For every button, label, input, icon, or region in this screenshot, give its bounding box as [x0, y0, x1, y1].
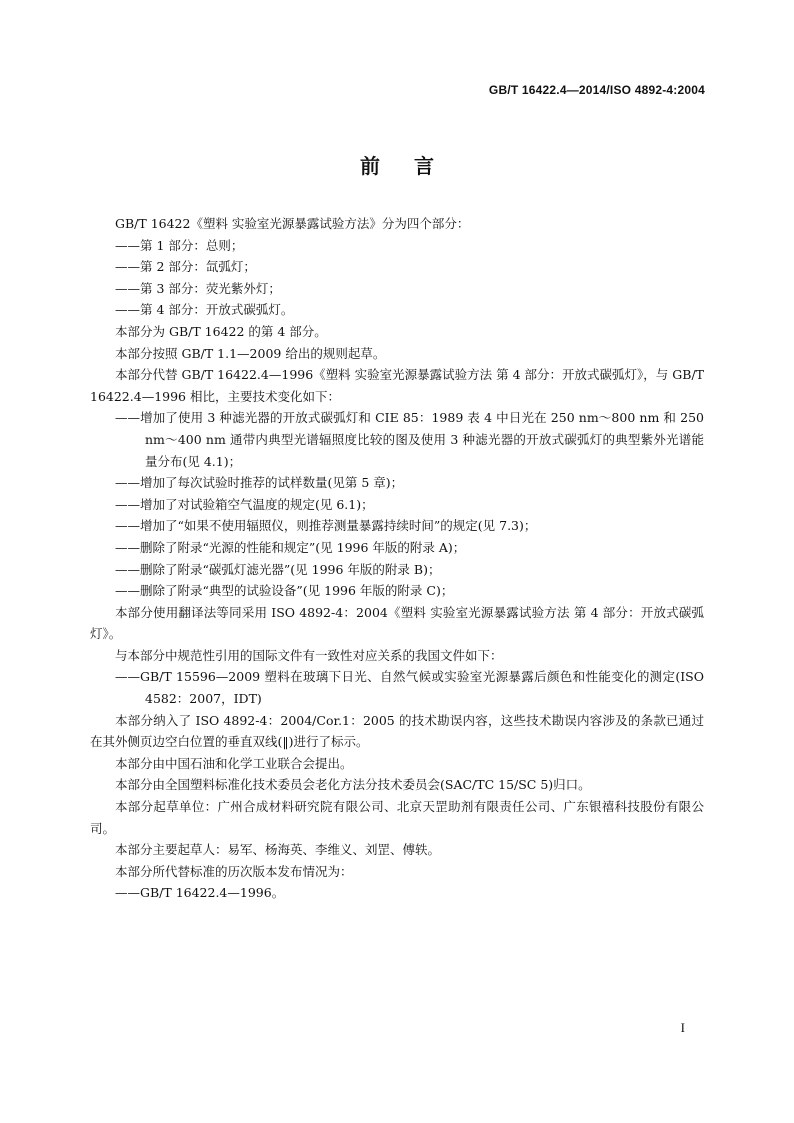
paragraph: 本部分起草单位：广州合成材料研究院有限公司、北京天罡助剂有限责任公司、广东银禧科技股份有限公司。: [90, 799, 704, 836]
paragraph: 本部分由全国塑料标准化技术委员会老化方法分技术委员会(SAC/TC 15/SC 5)归口。: [115, 777, 591, 793]
paragraph: 本部分主要起草人：易军、杨海英、李维义、刘罡、傅轶。: [115, 842, 441, 858]
list-item: ——增加了“如果不使用辐照仪，则推荐测量暴露持续时间”的规定(见 7.3)；: [115, 518, 537, 534]
list-item: ——第 3 部分：荧光紫外灯；: [115, 280, 281, 296]
list-item: ——增加了对试验箱空气温度的规定(见 6.1)；: [115, 496, 374, 512]
list-item: ——删除了附录“光源的性能和规定”(见 1996 年版的附录 A)；: [115, 539, 466, 555]
list-item: ——第 1 部分：总则；: [115, 237, 244, 253]
paragraph: 本部分按照 GB/T 1.1—2009 给出的规则起草。: [115, 345, 386, 361]
paragraph: 本部分代替 GB/T 16422.4—1996《塑料 实验室光源暴露试验方法 第 4 部分：开放式碳弧灯》，与 GB/T 16422.4—1996 相比，主要技术变化如下：: [90, 367, 704, 404]
paragraph: GB/T 16422《塑料 实验室光源暴露试验方法》分为四个部分：: [115, 216, 470, 231]
list-item: ——GB/T 15596—2009 塑料在玻璃下日光、自然气候或实验室光源暴露后颜色和性能变化的测定(ISO 4582：2007，IDT): [115, 669, 704, 707]
paragraph: 本部分为 GB/T 16422 的第 4 部分。: [115, 323, 327, 339]
page-title: 前言: [360, 154, 468, 178]
paragraph: 与本部分中规范性引用的国际文件有一致性对应关系的我国文件如下：: [115, 647, 503, 663]
paragraph: 本部分由中国石油和化学工业联合会提出。: [115, 755, 353, 771]
standard-code-header: GB/T 16422.4—2014/ISO 4892-4:2004: [488, 83, 705, 97]
list-item: ——删除了附录“碳弧灯滤光器”(见 1996 年版的附录 B)；: [115, 561, 441, 577]
list-item: ——第 4 部分：开放式碳弧灯。: [115, 302, 294, 318]
list-item: ——GB/T 16422.4—1996。: [115, 885, 285, 901]
list-item: ——增加了使用 3 种滤光器的开放式碳弧灯和 CIE 85：1989 表 4 中日光在 250 nm～800 nm 和 250 nm～400 nm 通带内典型光谱辐照度比较的图及使用 3 种滤光器的开放式碳弧灯的典型紫外光谱能量分布(见 4.1)；: [115, 410, 704, 469]
list-item: ——删除了附录“典型的试验设备”(见 1996 年版的附录 C)；: [115, 583, 454, 599]
paragraph: 本部分使用翻译法等同采用 ISO 4892-4：2004《塑料 实验室光源暴露试验方法 第 4 部分：开放式碳弧灯》。: [90, 604, 704, 642]
list-item: ——增加了每次试验时推荐的试样数量(见第 5 章)；: [115, 475, 404, 491]
paragraph: 本部分所代替标准的历次版本发布情况为：: [115, 863, 353, 879]
list-item: ——第 2 部分：氙弧灯；: [115, 259, 256, 275]
page-number: I: [680, 1020, 685, 1035]
foreword-body: [90, 213, 704, 904]
paragraph: 本部分纳入了 ISO 4892-4：2004/Cor.1：2005 的技术勘误内容，这些技术勘误内容涉及的条款已通过在其外侧页边空白位置的垂直双线(‖)进行了标示。: [90, 712, 704, 750]
